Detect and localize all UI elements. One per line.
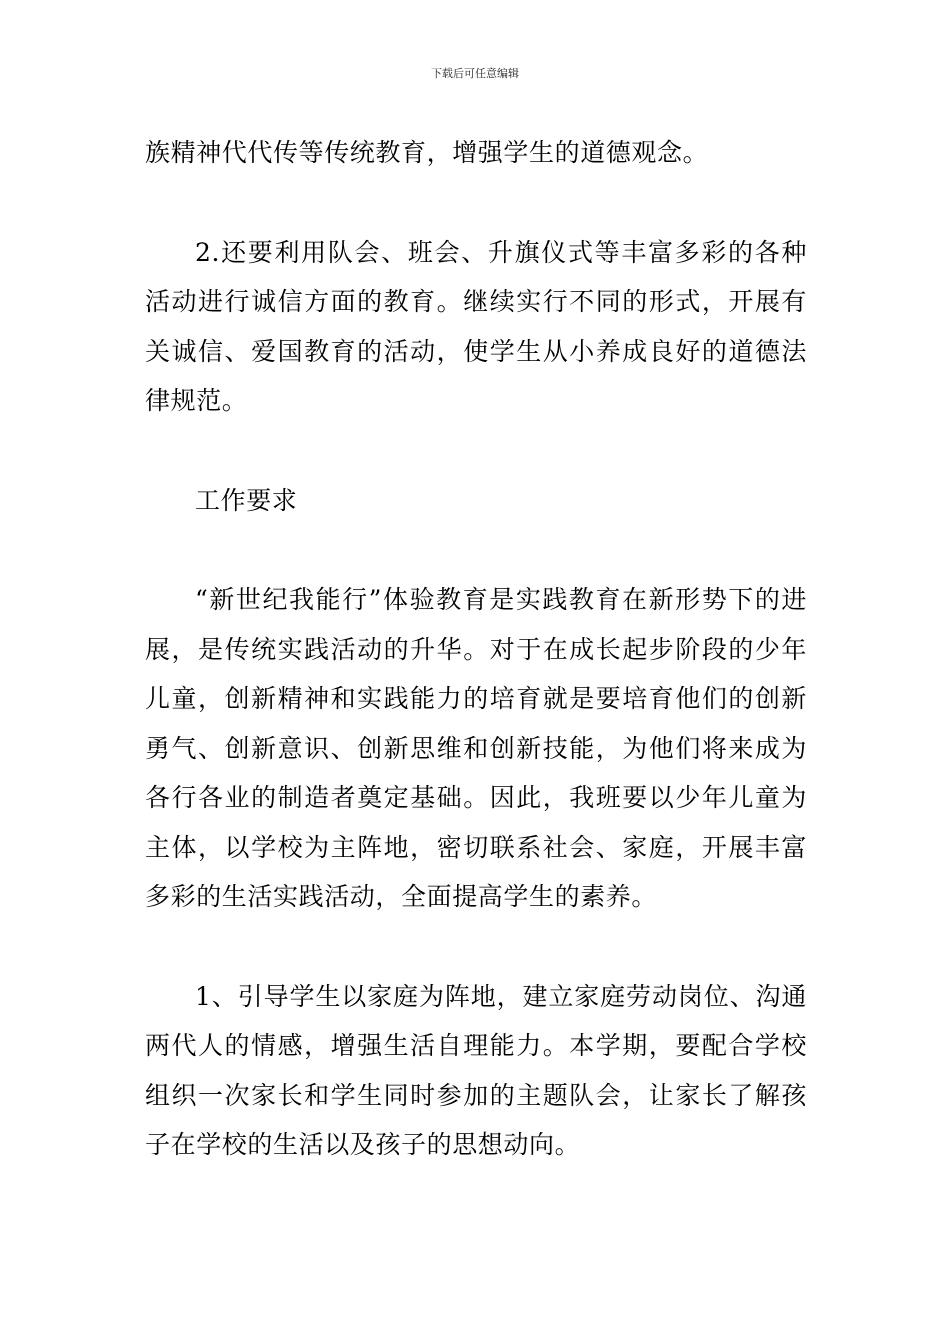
paragraph-gap bbox=[145, 922, 807, 972]
paragraph-gap bbox=[145, 426, 807, 476]
paragraph-gap bbox=[145, 178, 807, 228]
section-heading: 工作要求 bbox=[195, 485, 298, 515]
paragraph-1: 族精神代代传等传统教育，增强学生的道德观念。 bbox=[145, 138, 709, 167]
page-header-note: 下载后可任意编辑 bbox=[431, 67, 519, 80]
paragraph-3: “新世纪我能行”体验教育是实践教育在新形势下的进展，是传统实践活动的升华。对于在成长起步阶段的少年儿童，创新精神和实践能力的培育就是要培育他们的创新勇气、创新意识、创新思维和创新技能，为他们将来成为各行各业的制造者奠定基础。因此，我班要以少年儿童为主体，以学校为主阵地，密切联系社会、家庭，开展丰富多彩的生活实践活动，全面提高学生的素养。 bbox=[145, 585, 807, 911]
paragraph-2: 2.还要利用队会、班会、升旗仪式等丰富多彩的各种活动进行诚信方面的教育。继续实行不同的形式，开展有关诚信、爱国教育的活动，使学生从小养成良好的道德法律规范。 bbox=[145, 237, 807, 415]
paragraph-4: 1、引导学生以家庭为阵地，建立家庭劳动岗位、沟通两代人的情感，增强生活自理能力。本学期，要配合学校组织一次家长和学生同时参加的主题队会，让家长了解孩子在学校的生活以及孩子的思想动向。 bbox=[145, 981, 807, 1159]
paragraph-gap bbox=[145, 525, 807, 575]
document-body bbox=[145, 128, 807, 1170]
